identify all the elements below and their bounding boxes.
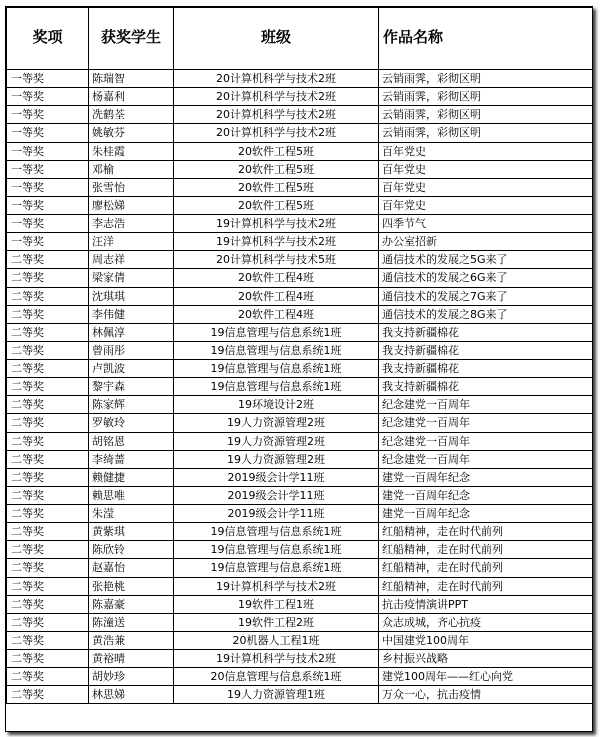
table-row	[7, 305, 593, 323]
award-cell: 二等奖	[7, 450, 89, 468]
work-cell: 纪念建党一百周年	[379, 450, 593, 468]
header-class: 班级	[174, 8, 379, 70]
class-cell: 20计算机科学与技术2班	[174, 124, 379, 142]
student-cell: 赖健捷	[89, 468, 174, 486]
work-cell: 百年党史	[379, 178, 593, 196]
class-cell: 19信息管理与信息系统1班	[174, 523, 379, 541]
student-cell: 陈欣铃	[89, 541, 174, 559]
award-cell: 二等奖	[7, 432, 89, 450]
class-cell: 19软件工程2班	[174, 613, 379, 631]
student-cell: 赖思唯	[89, 486, 174, 504]
award-cell: 二等奖	[7, 251, 89, 269]
award-cell: 一等奖	[7, 70, 89, 88]
work-cell: 红船精神，走在时代前列	[379, 559, 593, 577]
class-cell: 20软件工程4班	[174, 305, 379, 323]
work-cell: 百年党史	[379, 142, 593, 160]
award-cell: 二等奖	[7, 650, 89, 668]
table-row	[7, 341, 593, 359]
student-cell: 朱滢	[89, 505, 174, 523]
class-cell: 2019级会计学11班	[174, 505, 379, 523]
award-cell: 二等奖	[7, 505, 89, 523]
class-cell: 19计算机科学与技术2班	[174, 577, 379, 595]
class-cell: 20软件工程5班	[174, 142, 379, 160]
work-cell: 通信技术的发展之5G来了	[379, 251, 593, 269]
class-cell: 19计算机科学与技术2班	[174, 215, 379, 233]
work-cell: 我支持新疆棉花	[379, 378, 593, 396]
work-cell: 抗击疫情演讲PPT	[379, 595, 593, 613]
class-cell: 19软件工程1班	[174, 595, 379, 613]
work-cell: 红船精神，走在时代前列	[379, 523, 593, 541]
class-cell: 20机器人工程1班	[174, 631, 379, 649]
student-cell: 林思娣	[89, 686, 174, 704]
table-row	[7, 432, 593, 450]
class-cell: 20软件工程5班	[174, 178, 379, 196]
award-cell: 二等奖	[7, 323, 89, 341]
award-cell: 一等奖	[7, 88, 89, 106]
student-cell: 汪洋	[89, 233, 174, 251]
student-cell: 黄紫琪	[89, 523, 174, 541]
class-cell: 19信息管理与信息系统1班	[174, 378, 379, 396]
class-cell: 19信息管理与信息系统1班	[174, 559, 379, 577]
table-body	[7, 70, 593, 704]
work-cell: 通信技术的发展之6G来了	[379, 269, 593, 287]
work-cell: 四季节气	[379, 215, 593, 233]
work-cell: 建党一百周年纪念	[379, 505, 593, 523]
student-cell: 李伟健	[89, 305, 174, 323]
student-cell: 李绮蔷	[89, 450, 174, 468]
award-cell: 二等奖	[7, 613, 89, 631]
student-cell: 胡妙珍	[89, 668, 174, 686]
work-cell: 众志成城，齐心抗疫	[379, 613, 593, 631]
table-row	[7, 468, 593, 486]
work-cell: 通信技术的发展之7G来了	[379, 287, 593, 305]
class-cell: 20软件工程4班	[174, 287, 379, 305]
student-cell: 黄浩兼	[89, 631, 174, 649]
award-cell: 二等奖	[7, 668, 89, 686]
table-row	[7, 178, 593, 196]
student-cell: 陈潼送	[89, 613, 174, 631]
student-cell: 陈嘉豪	[89, 595, 174, 613]
student-cell: 李志浩	[89, 215, 174, 233]
work-cell: 建党一百周年纪念	[379, 486, 593, 504]
award-cell: 二等奖	[7, 378, 89, 396]
class-cell: 19信息管理与信息系统1班	[174, 323, 379, 341]
award-cell: 二等奖	[7, 523, 89, 541]
award-cell: 二等奖	[7, 686, 89, 704]
class-cell: 2019级会计学11班	[174, 486, 379, 504]
table-row	[7, 396, 593, 414]
award-cell: 二等奖	[7, 468, 89, 486]
work-cell: 纪念建党一百周年	[379, 414, 593, 432]
award-cell: 二等奖	[7, 396, 89, 414]
work-cell: 纪念建党一百周年	[379, 396, 593, 414]
student-cell: 赵嘉怡	[89, 559, 174, 577]
student-cell: 冼鹤荃	[89, 106, 174, 124]
table-row	[7, 668, 593, 686]
table-row	[7, 287, 593, 305]
award-cell: 二等奖	[7, 414, 89, 432]
class-cell: 19人力资源管理1班	[174, 686, 379, 704]
class-cell: 20软件工程5班	[174, 196, 379, 214]
award-cell: 一等奖	[7, 178, 89, 196]
work-cell: 万众一心，抗击疫情	[379, 686, 593, 704]
student-cell: 沈琪琪	[89, 287, 174, 305]
award-cell: 一等奖	[7, 142, 89, 160]
table-row	[7, 106, 593, 124]
student-cell: 周志祥	[89, 251, 174, 269]
class-cell: 20软件工程4班	[174, 269, 379, 287]
award-cell: 二等奖	[7, 595, 89, 613]
table-row	[7, 541, 593, 559]
class-cell: 19信息管理与信息系统1班	[174, 541, 379, 559]
award-cell: 一等奖	[7, 106, 89, 124]
table-row	[7, 323, 593, 341]
awards-table-frame	[5, 6, 593, 732]
table-row	[7, 523, 593, 541]
award-cell: 一等奖	[7, 124, 89, 142]
table-row	[7, 505, 593, 523]
work-cell: 纪念建党一百周年	[379, 432, 593, 450]
award-cell: 二等奖	[7, 577, 89, 595]
student-cell: 张雪怡	[89, 178, 174, 196]
table-row	[7, 360, 593, 378]
award-cell: 二等奖	[7, 269, 89, 287]
work-cell: 中国建党100周年	[379, 631, 593, 649]
student-cell: 梁家倩	[89, 269, 174, 287]
work-cell: 红船精神，走在时代前列	[379, 577, 593, 595]
student-cell: 林佩淳	[89, 323, 174, 341]
work-cell: 我支持新疆棉花	[379, 341, 593, 359]
class-cell: 20软件工程5班	[174, 160, 379, 178]
table-row	[7, 233, 593, 251]
header-student: 获奖学生	[89, 8, 174, 70]
header-award: 奖项	[7, 8, 89, 70]
award-cell: 一等奖	[7, 233, 89, 251]
work-cell: 百年党史	[379, 196, 593, 214]
work-cell: 建党100周年——红心向党	[379, 668, 593, 686]
work-cell: 云销雨霁，彩彻区明	[379, 70, 593, 88]
student-cell: 廖松娣	[89, 196, 174, 214]
table-row	[7, 577, 593, 595]
award-cell: 一等奖	[7, 196, 89, 214]
student-cell: 陈瑞智	[89, 70, 174, 88]
header-row	[7, 8, 593, 70]
student-cell: 朱桂霞	[89, 142, 174, 160]
work-cell: 百年党史	[379, 160, 593, 178]
table-row	[7, 613, 593, 631]
class-cell: 2019级会计学11班	[174, 468, 379, 486]
class-cell: 19计算机科学与技术2班	[174, 233, 379, 251]
table-row	[7, 196, 593, 214]
student-cell: 黎宇森	[89, 378, 174, 396]
work-cell: 云销雨霁，彩彻区明	[379, 106, 593, 124]
class-cell: 19人力资源管理2班	[174, 432, 379, 450]
work-cell: 建党一百周年纪念	[379, 468, 593, 486]
award-cell: 二等奖	[7, 341, 89, 359]
table-row	[7, 160, 593, 178]
table-row	[7, 378, 593, 396]
award-cell: 二等奖	[7, 287, 89, 305]
table-row	[7, 251, 593, 269]
class-cell: 19环境设计2班	[174, 396, 379, 414]
student-cell: 胡铭恩	[89, 432, 174, 450]
work-cell: 我支持新疆棉花	[379, 360, 593, 378]
table-row	[7, 631, 593, 649]
student-cell: 杨嘉利	[89, 88, 174, 106]
work-cell: 云销雨霁，彩彻区明	[379, 124, 593, 142]
award-cell: 二等奖	[7, 360, 89, 378]
award-cell: 二等奖	[7, 631, 89, 649]
table-row	[7, 70, 593, 88]
class-cell: 20计算机科学与技术5班	[174, 251, 379, 269]
class-cell: 20信息管理与信息系统1班	[174, 668, 379, 686]
class-cell: 19信息管理与信息系统1班	[174, 341, 379, 359]
class-cell: 19人力资源管理2班	[174, 450, 379, 468]
table-row	[7, 215, 593, 233]
work-cell: 云销雨霁，彩彻区明	[379, 88, 593, 106]
work-cell: 红船精神，走在时代前列	[379, 541, 593, 559]
table-row	[7, 686, 593, 704]
class-cell: 19信息管理与信息系统1班	[174, 360, 379, 378]
class-cell: 19计算机科学与技术2班	[174, 650, 379, 668]
table-row	[7, 595, 593, 613]
student-cell: 曾雨彤	[89, 341, 174, 359]
student-cell: 卢凯波	[89, 360, 174, 378]
table-row	[7, 124, 593, 142]
table-row	[7, 269, 593, 287]
table-row	[7, 414, 593, 432]
award-cell: 一等奖	[7, 215, 89, 233]
student-cell: 邓榆	[89, 160, 174, 178]
awards-table	[6, 7, 593, 704]
award-cell: 二等奖	[7, 541, 89, 559]
class-cell: 19人力资源管理2班	[174, 414, 379, 432]
table-row	[7, 142, 593, 160]
header-work: 作品名称	[379, 8, 593, 70]
table-row	[7, 88, 593, 106]
award-cell: 一等奖	[7, 160, 89, 178]
work-cell: 乡村振兴战略	[379, 650, 593, 668]
work-cell: 通信技术的发展之8G来了	[379, 305, 593, 323]
class-cell: 20计算机科学与技术2班	[174, 70, 379, 88]
class-cell: 20计算机科学与技术2班	[174, 106, 379, 124]
student-cell: 姚敏芬	[89, 124, 174, 142]
table-row	[7, 650, 593, 668]
table-row	[7, 486, 593, 504]
student-cell: 张艳桃	[89, 577, 174, 595]
work-cell: 我支持新疆棉花	[379, 323, 593, 341]
student-cell: 黄裕晴	[89, 650, 174, 668]
work-cell: 办公室招新	[379, 233, 593, 251]
award-cell: 二等奖	[7, 559, 89, 577]
student-cell: 陈家辉	[89, 396, 174, 414]
table-row	[7, 450, 593, 468]
student-cell: 罗敏玲	[89, 414, 174, 432]
award-cell: 二等奖	[7, 305, 89, 323]
class-cell: 20计算机科学与技术2班	[174, 88, 379, 106]
award-cell: 二等奖	[7, 486, 89, 504]
table-row	[7, 559, 593, 577]
